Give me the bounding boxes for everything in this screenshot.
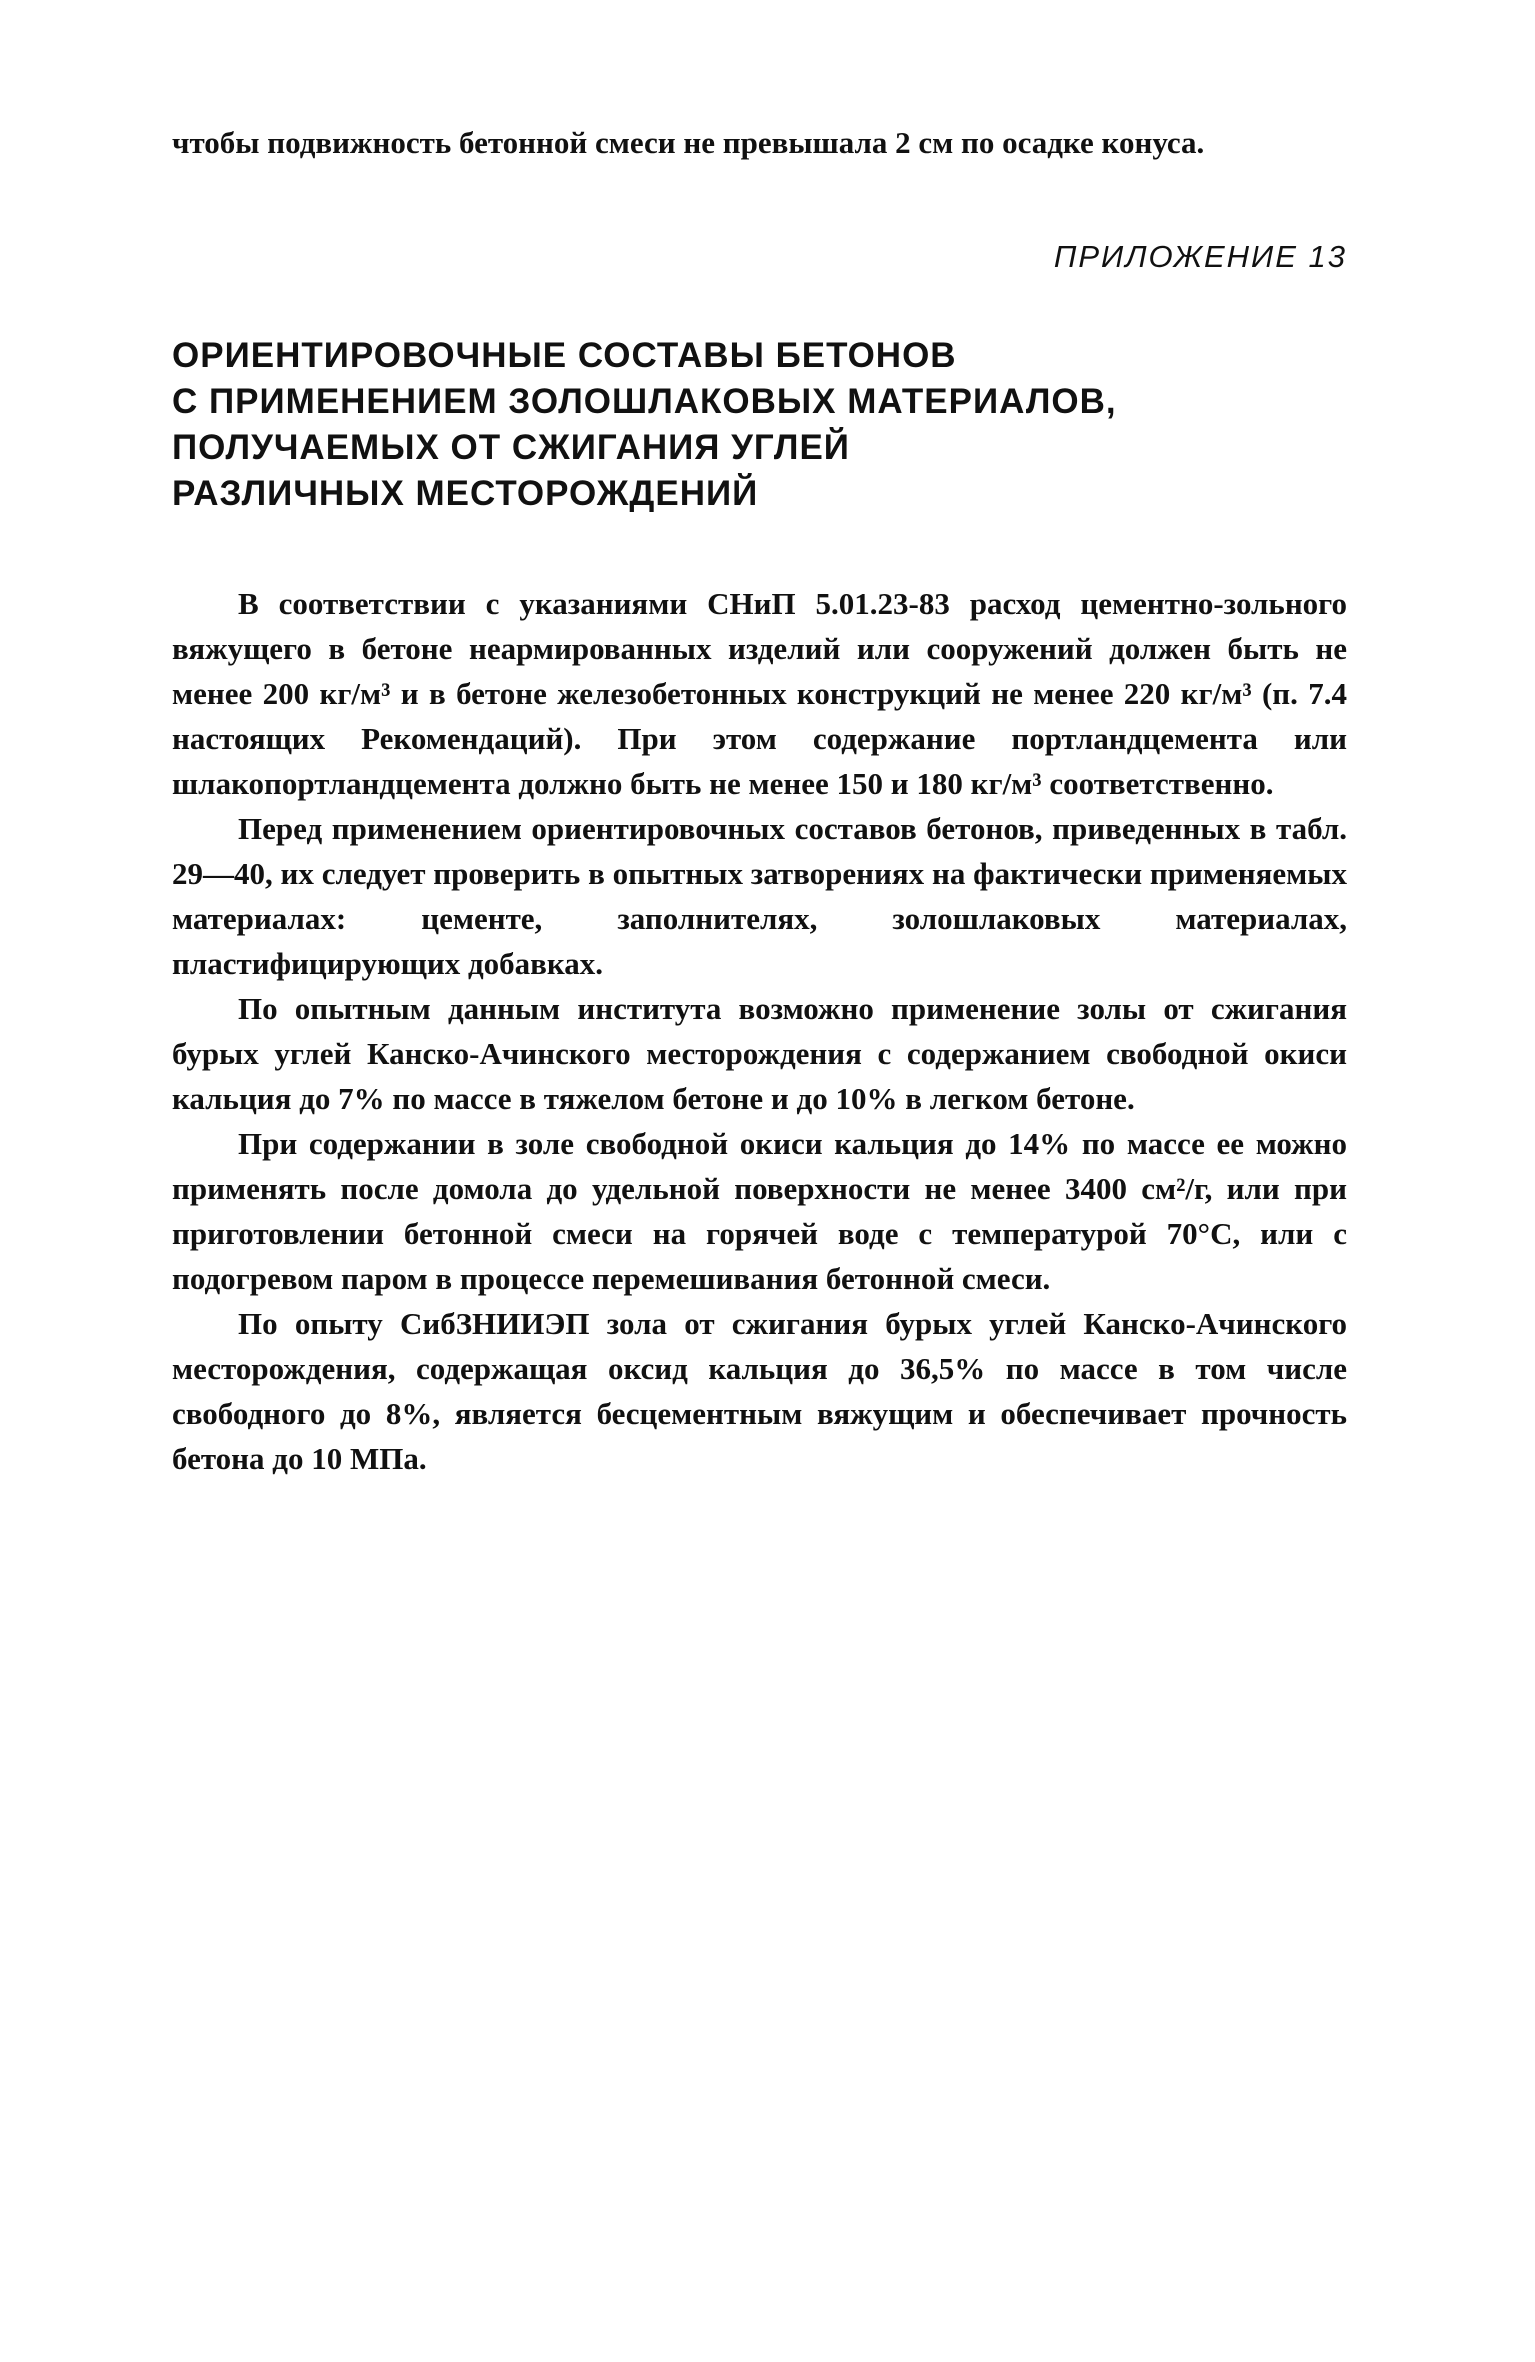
paragraph: При содержании в золе свободной окиси кальция до 14% по массе ее можно применять после домола до удельной поверхности не менее 3400 см²/г, или при приготовлении бетонной смеси на горячей воде с температурой 70°С, или с подогревом паром в процессе перемешивания бетонной смеси.	[172, 1126, 1347, 1296]
section-title	[172, 333, 1347, 517]
paragraph: По опытным данным института возможно применение золы от сжигания бурых углей Канско-Ачинского месторождения с содержанием свободной окиси кальция до 7% по массе в тяжелом бетоне и до 10% в легком бетоне.	[172, 991, 1347, 1116]
title-line: РАЗЛИЧНЫХ МЕСТОРОЖДЕНИЙ	[172, 474, 759, 513]
body-text	[172, 581, 1347, 1481]
title-line: ПОЛУЧАЕМЫХ ОТ СЖИГАНИЯ УГЛЕЙ	[172, 428, 850, 467]
title-line: ОРИЕНТИРОВОЧНЫЕ СОСТАВЫ БЕТОНОВ	[172, 336, 957, 375]
paragraph: Перед применением ориентировочных составов бетонов, приведенных в табл. 29—40, их следует проверить в опытных затворениях на фактически применяемых материалах: цементе, заполнителях, золошлаковых материалах, пластифицирующих добавках.	[172, 811, 1347, 981]
paragraph: В соответствии с указаниями СНиП 5.01.23-83 расход цементно-зольного вяжущего в бетоне неармированных изделий или сооружений должен быть не менее 200 кг/м³ и в бетоне железобетонных конструкций не менее 220 кг/м³ (п. 7.4 настоящих Рекомендаций). При этом содержание портландцемента или шлакопортландцемента должно быть не менее 150 и 180 кг/м³ соответственно.	[172, 586, 1347, 801]
document-page	[172, 120, 1347, 1481]
paragraph: По опыту СибЗНИИЭП зола от сжигания бурых углей Канско-Ачинского месторождения, содержащая оксид кальция до 36,5% по массе в том числе свободного до 8%, является бесцементным вяжущим и обеспечивает прочность бетона до 10 МПа.	[172, 1306, 1347, 1476]
title-line: С ПРИМЕНЕНИЕМ ЗОЛОШЛАКОВЫХ МАТЕРИАЛОВ,	[172, 382, 1117, 421]
continuation-text: чтобы подвижность бетонной смеси не превышала 2 см по осадке конуса.	[172, 125, 1205, 160]
appendix-label: ПРИЛОЖЕНИЕ 13	[1053, 239, 1347, 274]
